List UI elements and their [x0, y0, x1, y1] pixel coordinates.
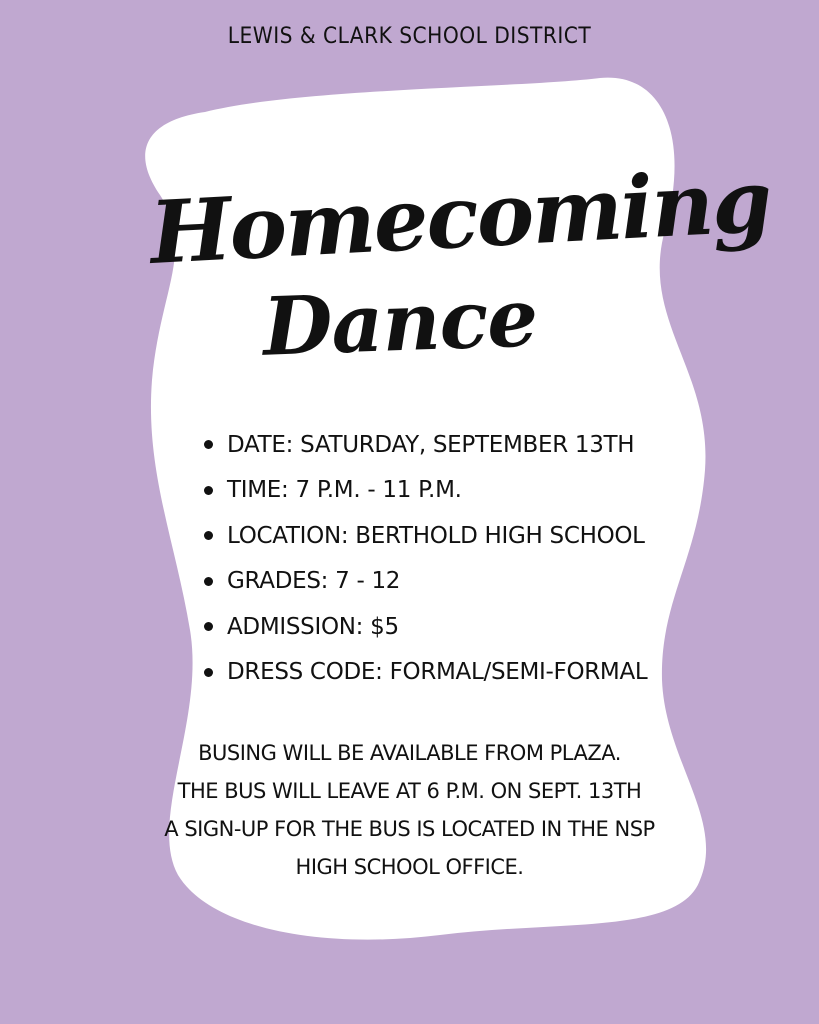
title-line-1: Homecoming [147, 150, 773, 285]
bullet-icon [204, 622, 213, 631]
district-name: LEWIS & CLARK SCHOOL DISTRICT [227, 24, 592, 49]
bullet-icon [204, 440, 213, 449]
notice-line: A SIGN-UP FOR THE BUS IS LOCATED IN THE NSP [164, 817, 655, 841]
busing-notice [150, 734, 669, 886]
detail-text: DRESS CODE: FORMAL/SEMI-FORMAL [227, 659, 648, 686]
bullet-icon [204, 577, 213, 586]
detail-location [200, 513, 647, 559]
title-line-2: Dance [261, 270, 539, 374]
notice-line: THE BUS WILL LEAVE AT 6 P.M. ON SEPT. 13TH [177, 779, 642, 803]
detail-text: ADMISSION: $5 [227, 613, 399, 640]
detail-time [200, 468, 647, 514]
notice-line: BUSING WILL BE AVAILABLE FROM PLAZA. [198, 741, 621, 765]
detail-grades [200, 559, 647, 605]
detail-admission [200, 604, 647, 650]
bullet-icon [204, 531, 213, 540]
bullet-icon [204, 486, 213, 495]
bullet-icon [204, 668, 213, 677]
event-details-list [200, 422, 647, 695]
detail-dress-code [200, 650, 647, 696]
detail-text: GRADES: 7 - 12 [227, 568, 401, 595]
notice-line: HIGH SCHOOL OFFICE. [295, 855, 524, 879]
detail-date [200, 422, 647, 468]
detail-text: LOCATION: BERTHOLD HIGH SCHOOL [227, 522, 645, 549]
detail-text: TIME: 7 P.M. - 11 P.M. [227, 477, 462, 504]
detail-text: DATE: SATURDAY, SEPTEMBER 13TH [227, 431, 635, 458]
